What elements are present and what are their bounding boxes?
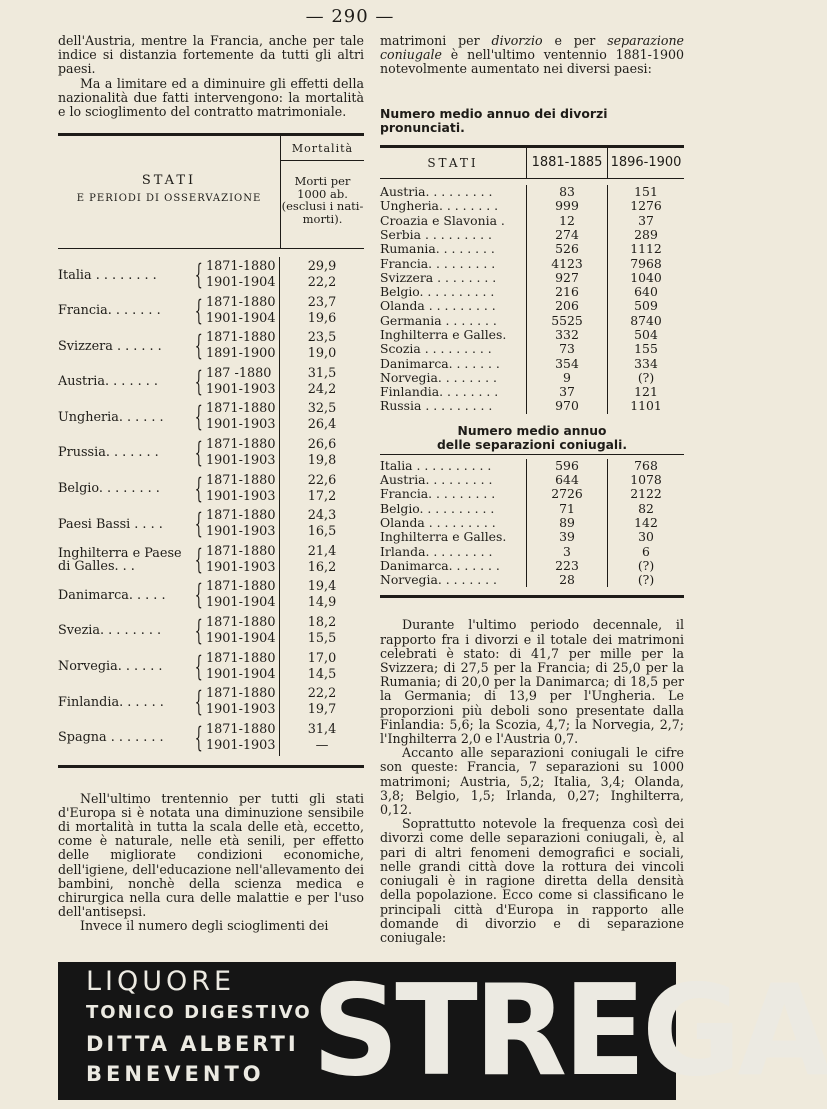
state-name: Belgio. . . . . . . . . . bbox=[380, 285, 527, 299]
value-period-1: 526 bbox=[527, 242, 608, 256]
header-periods: E PERIODI DI OSSERVAZIONE bbox=[76, 193, 262, 205]
period-1: 1871-1880 bbox=[206, 259, 276, 275]
state-name: Russia . . . . . . . . . bbox=[380, 399, 527, 413]
state-name: Finlandia. . . . . . . . bbox=[380, 385, 527, 399]
value-period-1: 274 bbox=[527, 228, 608, 242]
period-1: 1871-1880 bbox=[206, 650, 276, 666]
mortality-cell bbox=[280, 686, 364, 718]
divorce-header-states: STATI bbox=[380, 148, 527, 178]
brace-glyph: { bbox=[194, 258, 203, 292]
period-cell bbox=[202, 435, 280, 471]
period-1: 1871-1880 bbox=[206, 686, 276, 702]
mortality-value-1: 22,6 bbox=[307, 472, 337, 488]
value-period-1: 223 bbox=[527, 559, 608, 573]
period-1: 1871-1880 bbox=[206, 614, 276, 630]
state-name: Prussia. . . . . . . bbox=[58, 445, 159, 461]
right-closing-paragraph-3: Soprattutto notevole la frequenza così dei divorzi come delle separazioni coniugali, è, al pari di altri fenomeni demografici e sociali, nelle grandi città dove la rottura dei vincoli coniugali è in ragione diretta della densità della popolazione. Ecco come si classificano le principali città d'Europa in rapporto alle domande di divorzio e di separazione coniugale: bbox=[380, 816, 684, 945]
period-cell bbox=[202, 328, 280, 364]
value-period-2: 7968 bbox=[630, 255, 662, 271]
state-name: Belgio. . . . . . . . bbox=[58, 481, 160, 497]
state-name: Croazia e Slavonia . bbox=[380, 214, 527, 228]
divorce-row bbox=[380, 271, 684, 285]
state-name: Serbia . . . . . . . . . bbox=[380, 228, 527, 242]
value-period-2: 1112 bbox=[630, 241, 662, 257]
value-period-1: 4123 bbox=[527, 257, 608, 271]
left-closing-paragraph-2: Invece il numero degli scioglimenti dei bbox=[80, 918, 329, 934]
mortality-cell bbox=[280, 401, 364, 433]
right-closing-paragraph-1: Durante l'ultimo periodo decennale, il rapporto fra i divorzi e il totale dei matrimoni celebrati è stato: di 41,7 per mille per la Svizzera; di 27,5 per la Francia; di 25,0 per la Rumania; di 20,0 per la Danimarca; di 18,5 per la Germania; di 13,9 per l'Ungheria. Le proporzioni più deboli sono presentate dalla Finlandia: 5,6; la Scozia, 4,7; la Norvegia, 2,7; l'Inghilterra 2,0 e l'Austria 0,7. bbox=[380, 617, 684, 747]
table-bottom-rule bbox=[58, 765, 364, 768]
mortality-value-2: 24,2 bbox=[307, 381, 337, 397]
separation-table-title bbox=[380, 424, 684, 452]
period-2: 1901-1903 bbox=[206, 702, 276, 718]
left-intro-paragraph-1: dell'Austria, mentre la Francia, anche per tale indice si distanzia fortemente da tutti gli altri paesi. bbox=[58, 33, 364, 77]
divorce-row bbox=[380, 328, 684, 342]
value-period-2: 6 bbox=[642, 543, 650, 559]
mortality-value-2: 15,5 bbox=[307, 630, 337, 646]
divorce-header-period-2: 1896-1900 bbox=[610, 154, 682, 170]
mortality-value-2: 19,6 bbox=[307, 310, 337, 326]
period-2: 1901-1904 bbox=[206, 310, 276, 326]
separation-title-line-2: delle separazioni coniugali. bbox=[436, 437, 628, 452]
mortality-cell bbox=[280, 508, 364, 540]
ad-brand-strega: STREGA bbox=[312, 957, 827, 1104]
period-1: 1871-1880 bbox=[206, 401, 276, 417]
table-row bbox=[58, 400, 364, 436]
value-period-2: 1040 bbox=[630, 269, 662, 285]
period-2: 1901-1904 bbox=[206, 666, 276, 682]
divorce-table bbox=[380, 145, 684, 598]
value-period-2: 640 bbox=[634, 284, 658, 300]
period-2: 1901-1903 bbox=[206, 417, 276, 433]
period-2: 1901-1903 bbox=[206, 559, 276, 575]
separation-row bbox=[380, 502, 684, 516]
mortality-cell bbox=[280, 366, 364, 398]
period-1: 1871-1880 bbox=[206, 330, 276, 346]
state-name: Italia . . . . . . . . bbox=[58, 267, 157, 283]
intro-italic-separazione: separazione coniugale bbox=[380, 33, 685, 63]
header-states-cell bbox=[58, 136, 281, 248]
mortality-value-2: 22,2 bbox=[307, 275, 337, 291]
divorce-row bbox=[380, 185, 684, 199]
separation-table-body bbox=[380, 455, 684, 588]
state-name: Francia. . . . . . . . . bbox=[380, 257, 527, 271]
value-period-2: 2122 bbox=[630, 486, 662, 502]
period-1: 1871-1880 bbox=[206, 294, 276, 310]
mortality-value-1: 32,5 bbox=[307, 401, 337, 417]
period-cell bbox=[202, 542, 280, 578]
mortality-value-2: 16,5 bbox=[307, 524, 337, 540]
mortality-value-1: 17,0 bbox=[307, 650, 337, 666]
mortality-value-2: 14,9 bbox=[307, 595, 337, 611]
header-mortality-sub: Morti per 1000 ab. (esclusi i nati-morti). bbox=[281, 174, 364, 226]
value-period-1: 28 bbox=[527, 573, 608, 587]
period-cell bbox=[202, 578, 280, 614]
divorce-row bbox=[380, 214, 684, 228]
state-name: Svezia. . . . . . . . bbox=[58, 623, 162, 639]
state-name: Italia . . . . . . . . . . bbox=[380, 459, 527, 473]
table-row bbox=[58, 435, 364, 471]
left-column bbox=[58, 34, 364, 934]
mortality-cell bbox=[280, 615, 364, 647]
state-name: Norvegia. . . . . . . . bbox=[380, 371, 527, 385]
period-cell bbox=[202, 293, 280, 329]
value-period-1: 999 bbox=[527, 199, 608, 213]
mortality-cell bbox=[280, 544, 364, 576]
mortality-cell bbox=[280, 295, 364, 327]
state-name: Danimarca. . . . . . . bbox=[380, 357, 527, 371]
brace-glyph: { bbox=[194, 293, 203, 327]
page-number: — 290 — bbox=[305, 6, 395, 27]
separation-title-line-1: Numero medio annuo bbox=[457, 423, 607, 438]
state-name: Finlandia. . . . . . bbox=[58, 694, 164, 710]
value-period-1: 354 bbox=[527, 357, 608, 371]
table-row bbox=[58, 257, 364, 293]
mortality-value-2: 26,4 bbox=[307, 417, 337, 433]
mortality-cell bbox=[280, 579, 364, 611]
divorce-table-header bbox=[380, 148, 684, 179]
value-period-1: 5525 bbox=[527, 314, 608, 328]
mortality-value-2: 19,0 bbox=[307, 346, 337, 362]
value-period-2: 768 bbox=[634, 457, 658, 473]
right-column bbox=[380, 34, 684, 945]
value-period-2: 289 bbox=[634, 226, 658, 242]
mortality-value-1: 19,4 bbox=[307, 579, 337, 595]
separation-row bbox=[380, 530, 684, 544]
brace-glyph: { bbox=[194, 471, 203, 505]
brace-glyph: { bbox=[194, 329, 203, 363]
period-1: 1871-1880 bbox=[206, 508, 276, 524]
value-period-2: 30 bbox=[638, 529, 654, 545]
value-period-2: 121 bbox=[634, 384, 658, 400]
state-name: Norvegia. . . . . . . . bbox=[380, 573, 527, 587]
mortality-value-1: 23,7 bbox=[307, 294, 337, 310]
header-mortality-cell bbox=[281, 136, 364, 248]
value-period-2: 82 bbox=[638, 500, 654, 516]
period-1: 1871-1880 bbox=[206, 543, 276, 559]
period-cell bbox=[202, 506, 280, 542]
ad-line-tonico: TONICO DIGESTIVO bbox=[86, 1002, 312, 1023]
value-period-2: 8740 bbox=[630, 312, 662, 328]
state-name: Belgio. . . . . . . . . . bbox=[380, 502, 527, 516]
value-period-2: 509 bbox=[634, 298, 658, 314]
state-name: Germania . . . . . . . bbox=[380, 314, 527, 328]
state-name: Inghilterra e Galles. bbox=[380, 530, 527, 544]
value-period-1: 332 bbox=[527, 328, 608, 342]
divorce-row bbox=[380, 242, 684, 256]
separation-bottom-rule bbox=[380, 595, 684, 598]
mortality-cell bbox=[280, 330, 364, 362]
brace-glyph: { bbox=[194, 720, 203, 754]
value-period-2: 37 bbox=[638, 212, 654, 228]
header-mortality: Mortalità bbox=[281, 136, 364, 161]
state-name: Irlanda. . . . . . . . . bbox=[380, 545, 527, 559]
divorce-header-period-1: 1881-1885 bbox=[527, 148, 608, 178]
mortality-cell bbox=[280, 651, 364, 683]
mortality-cell bbox=[280, 437, 364, 469]
divorce-row bbox=[380, 285, 684, 299]
table-row bbox=[58, 613, 364, 649]
divorce-row bbox=[380, 399, 684, 413]
brace-glyph: { bbox=[194, 400, 203, 434]
period-2: 1901-1904 bbox=[206, 630, 276, 646]
mortality-value-2: — bbox=[315, 737, 329, 753]
value-period-2: 1276 bbox=[630, 198, 662, 214]
period-cell bbox=[202, 720, 280, 756]
brace-glyph: { bbox=[194, 685, 203, 719]
ad-line-benevento: BENEVENTO bbox=[86, 1062, 265, 1086]
state-name: Rumania. . . . . . . . bbox=[380, 242, 527, 256]
mortality-cell bbox=[280, 259, 364, 291]
mortality-cell bbox=[280, 722, 364, 754]
mortality-value-1: 29,9 bbox=[307, 259, 337, 275]
mortality-table-body bbox=[58, 249, 364, 764]
period-1: 1871-1880 bbox=[206, 721, 276, 737]
value-period-1: 644 bbox=[527, 473, 608, 487]
divorce-row bbox=[380, 342, 684, 356]
period-2: 1891-1900 bbox=[206, 346, 276, 362]
table-row bbox=[58, 293, 364, 329]
separation-row bbox=[380, 516, 684, 530]
state-name: Inghilterra e Galles. bbox=[380, 328, 527, 342]
mortality-value-1: 31,5 bbox=[307, 365, 337, 381]
table-row bbox=[58, 506, 364, 542]
value-period-2: 504 bbox=[634, 326, 658, 342]
value-period-1: 12 bbox=[527, 214, 608, 228]
table-row bbox=[58, 578, 364, 614]
value-period-1: 216 bbox=[527, 285, 608, 299]
brace-glyph: { bbox=[194, 542, 203, 576]
state-name: Inghilterra e Paese di Galles. . . bbox=[58, 545, 182, 574]
brace-glyph: { bbox=[194, 507, 203, 541]
period-2: 1901-1903 bbox=[206, 488, 276, 504]
value-period-2: 1101 bbox=[630, 398, 662, 414]
mortality-value-2: 17,2 bbox=[307, 488, 337, 504]
separation-row bbox=[380, 473, 684, 487]
divorce-row bbox=[380, 314, 684, 328]
value-period-1: 596 bbox=[527, 459, 608, 473]
intro-italic-divorzio: divorzio bbox=[491, 33, 543, 48]
state-name: Austria. . . . . . . bbox=[58, 374, 158, 390]
period-2: 1901-1903 bbox=[206, 737, 276, 753]
state-name: Austria. . . . . . . . . bbox=[380, 185, 527, 199]
value-period-2: (?) bbox=[637, 572, 655, 588]
separation-row bbox=[380, 487, 684, 501]
table-row bbox=[58, 720, 364, 756]
value-period-2: 334 bbox=[634, 355, 658, 371]
state-name: Norvegia. . . . . . bbox=[58, 659, 163, 675]
period-cell bbox=[202, 613, 280, 649]
value-period-1: 37 bbox=[527, 385, 608, 399]
mortality-value-2: 16,2 bbox=[307, 559, 337, 575]
intro-text-a: matrimoni per bbox=[380, 33, 492, 48]
intro-text-c: è nell'ultimo ventennio 1881-1900 notevolmente aumentato nei diversi paesi: bbox=[380, 47, 684, 77]
right-intro-paragraph bbox=[380, 34, 684, 77]
strega-advertisement bbox=[58, 957, 827, 1104]
divorce-row bbox=[380, 357, 684, 371]
value-period-2: (?) bbox=[637, 557, 655, 573]
period-1: 187 -1880 bbox=[206, 365, 272, 381]
state-name: Danimarca. . . . . . . bbox=[380, 559, 527, 573]
value-period-2: 1078 bbox=[630, 472, 662, 488]
state-name: Olanda . . . . . . . . . bbox=[380, 299, 527, 313]
ad-line-ditta: DITTA ALBERTI bbox=[86, 1032, 299, 1056]
value-period-1: 3 bbox=[527, 545, 608, 559]
mortality-value-1: 23,5 bbox=[307, 330, 337, 346]
period-cell bbox=[202, 364, 280, 400]
header-states: STATI bbox=[141, 173, 197, 189]
table-row bbox=[58, 542, 364, 578]
state-name: Austria. . . . . . . . . bbox=[380, 473, 527, 487]
separation-row bbox=[380, 573, 684, 587]
table-row bbox=[58, 649, 364, 685]
divorce-row bbox=[380, 199, 684, 213]
brace-glyph: { bbox=[194, 435, 203, 469]
divorce-row bbox=[380, 371, 684, 385]
mortality-value-1: 21,4 bbox=[307, 543, 337, 559]
mortality-cell bbox=[280, 473, 364, 505]
value-period-1: 73 bbox=[527, 342, 608, 356]
value-period-1: 970 bbox=[527, 399, 608, 413]
value-period-1: 71 bbox=[527, 502, 608, 516]
state-name: Paesi Bassi . . . . bbox=[58, 516, 163, 532]
left-intro-paragraph-2: Ma a limitare ed a diminuire gli effetti della nazionalità due fatti intervengono: la mortalità e lo scioglimento del contratto matrimoniale. bbox=[58, 75, 364, 120]
intro-text-b: e per bbox=[542, 33, 608, 48]
period-1: 1871-1880 bbox=[206, 436, 276, 452]
state-name: Svizzera . . . . . . bbox=[58, 338, 162, 354]
period-1: 1871-1880 bbox=[206, 579, 276, 595]
value-period-1: 927 bbox=[527, 271, 608, 285]
state-name: Ungheria. . . . . . . . bbox=[380, 199, 527, 213]
value-period-1: 89 bbox=[527, 516, 608, 530]
left-closing-paragraph-1: Nell'ultimo trentennio per tutti gli stati d'Europa si è notata una diminuzione sensibile di mortalità in tutta la scala delle età, eccetto, come è naturale, nelle età senili, per effetto delle migliorate condizioni economiche, dell'igiene, dell'educazione nell'allevamento dei bambini, nonchè della scienza medica e chirurgica nella cura delle malattie e per l'uso dell'antisepsi. bbox=[58, 790, 364, 920]
mortality-value-1: 31,4 bbox=[307, 721, 337, 737]
divorce-row bbox=[380, 228, 684, 242]
separation-row bbox=[380, 459, 684, 473]
state-name: Olanda . . . . . . . . . bbox=[380, 516, 527, 530]
mortality-value-1: 18,2 bbox=[307, 614, 337, 630]
divorce-table-title: Numero medio annuo dei divorzi pronunciati. bbox=[380, 105, 608, 135]
value-period-2: 151 bbox=[634, 184, 658, 200]
value-period-2: (?) bbox=[637, 369, 655, 385]
table-row bbox=[58, 471, 364, 507]
state-name: Francia. . . . . . . bbox=[58, 303, 161, 319]
mortality-table bbox=[58, 133, 364, 767]
brace-glyph: { bbox=[194, 613, 203, 647]
period-cell bbox=[202, 649, 280, 685]
state-name: Scozia . . . . . . . . . bbox=[380, 342, 527, 356]
value-period-2: 155 bbox=[634, 341, 658, 357]
separation-row bbox=[380, 559, 684, 573]
state-name: Svizzera . . . . . . . . bbox=[380, 271, 527, 285]
divorce-row bbox=[380, 385, 684, 399]
state-name: Francia. . . . . . . . . bbox=[380, 487, 527, 501]
mortality-value-2: 19,7 bbox=[307, 702, 337, 718]
period-cell bbox=[202, 684, 280, 720]
mortality-value-1: 24,3 bbox=[307, 508, 337, 524]
mortality-value-2: 19,8 bbox=[307, 452, 337, 468]
brace-glyph: { bbox=[194, 649, 203, 683]
period-2: 1901-1904 bbox=[206, 275, 276, 291]
divorce-row bbox=[380, 257, 684, 271]
value-period-1: 206 bbox=[527, 299, 608, 313]
right-closing-paragraph-2: Accanto alle separazioni coniugali le cifre son queste: Francia, 7 separazioni su 1000 matrimoni; Austria, 5,2; Italia, 3,4; Olanda, 3,8; Belgio, 1,5; Irlanda, 0,27; Inghilterra, 0,12. bbox=[380, 745, 684, 818]
value-period-1: 9 bbox=[527, 371, 608, 385]
state-name: Ungheria. . . . . . bbox=[58, 409, 164, 425]
period-cell bbox=[202, 400, 280, 436]
table-row bbox=[58, 328, 364, 364]
divorce-table-body bbox=[380, 179, 684, 414]
brace-glyph: { bbox=[194, 578, 203, 612]
value-period-1: 39 bbox=[527, 530, 608, 544]
separation-row bbox=[380, 545, 684, 559]
mortality-value-1: 22,2 bbox=[307, 686, 337, 702]
mortality-table-header bbox=[58, 136, 364, 249]
value-period-2: 142 bbox=[634, 514, 658, 530]
divorce-row bbox=[380, 299, 684, 313]
mortality-value-1: 26,6 bbox=[307, 436, 337, 452]
period-2: 1901-1903 bbox=[206, 452, 276, 468]
period-1: 1871-1880 bbox=[206, 472, 276, 488]
period-cell bbox=[202, 257, 280, 293]
period-2: 1901-1904 bbox=[206, 595, 276, 611]
brace-glyph: { bbox=[194, 364, 203, 398]
value-period-1: 83 bbox=[527, 185, 608, 199]
state-name: Spagna . . . . . . . bbox=[58, 730, 164, 746]
table-row bbox=[58, 684, 364, 720]
value-period-1: 2726 bbox=[527, 487, 608, 501]
period-2: 1901-1903 bbox=[206, 524, 276, 540]
table-row bbox=[58, 364, 364, 400]
state-name: Danimarca. . . . . bbox=[58, 587, 166, 603]
period-2: 1901-1903 bbox=[206, 381, 276, 397]
ad-line-liquore: LIQUORE bbox=[86, 966, 236, 997]
mortality-value-2: 14,5 bbox=[307, 666, 337, 682]
period-cell bbox=[202, 471, 280, 507]
